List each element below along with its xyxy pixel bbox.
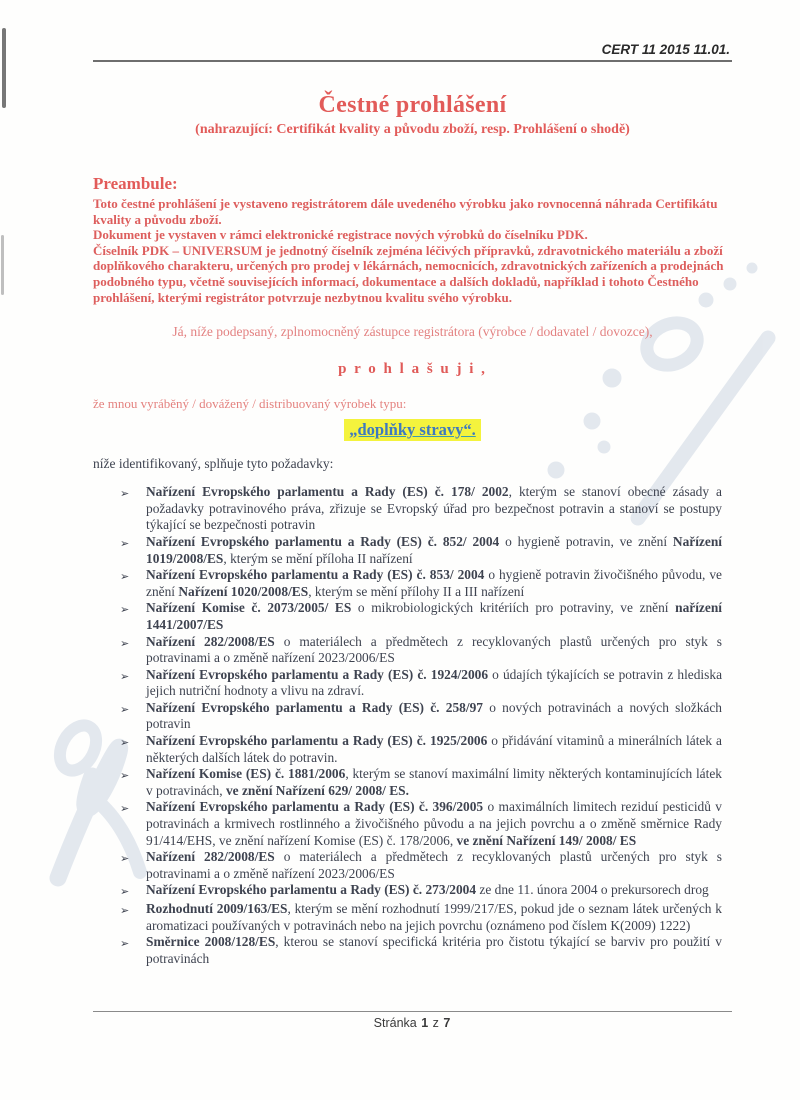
bullet-arrow-icon: ➢ [120, 637, 130, 650]
requirement-item [120, 534, 722, 567]
requirement-text: Nařízení Komise č. 2073/2005/ ES o mikrobiologických kritériích pro potraviny, ve znění nařízení 1441/2007/ES [146, 600, 722, 632]
preamble-heading: Preambule: [93, 174, 178, 193]
footer-divider [93, 1011, 732, 1012]
requirement-text: Nařízení Evropského parlamentu a Rady (ES) č. 258/97 o nových potravinách a nových složkách potravin [146, 699, 722, 732]
product-type-row [93, 420, 732, 440]
page-number-of: z [432, 1016, 439, 1030]
requirement-item [120, 700, 722, 733]
requirement-text: Nařízení 282/2008/ES o materiálech a předmětech z recyklovaných plastů určených pro styk s potravinami a o změně nařízení 2023/2006/ES [146, 633, 722, 666]
bullet-arrow-icon: ➢ [120, 803, 130, 816]
requirement-text: Nařízení Komise (ES) č. 1881/2006, kterým se stanoví maximální limity některých kontaminujících látek v potravinách, ve znění Nařízení 629/ 2008/ ES. [146, 766, 722, 798]
requirement-item [120, 849, 722, 882]
requirement-item [120, 766, 722, 799]
bullet-arrow-icon: ➢ [120, 703, 130, 716]
doc-code: CERT 11 2015 11.01. [601, 42, 730, 57]
requirement-text: Nařízení Evropského parlamentu a Rady (ES) č. 178/ 2002, kterým se stanoví obecné zásady a požadavky potravinového práva, zřizuje se Evropský úřad pro bezpečnost potravin a stanoví se postupy týkající se bezpečnosti potravin [146, 484, 722, 533]
page-footer [93, 1008, 732, 1030]
page-number-current: 1 [421, 1016, 429, 1030]
declaration-closing: níže identifikovaný, splňuje tyto požadavky: [93, 456, 334, 472]
bullet-arrow-icon: ➢ [120, 886, 130, 899]
requirement-item [120, 934, 722, 967]
scan-edge-artifact [2, 28, 6, 108]
requirements-list [93, 484, 732, 967]
requirement-text: Nařízení Evropského parlamentu a Rady (ES) č. 1925/2006 o přidávání vitaminů a minerálních látek a některých dalších látek do potravin. [146, 733, 722, 765]
preamble-paragraph-1: Toto čestné prohlášení je vystaveno registrátorem dále uvedeného výrobku jako rovnocenná náhrada Certifikátu kvality a původu zboží. [93, 196, 718, 227]
page-number [93, 1016, 732, 1030]
bullet-arrow-icon: ➢ [120, 853, 130, 866]
requirement-text: Nařízení Evropského parlamentu a Rady (ES) č. 852/ 2004 o hygieně potravin, ve znění Nařízení 1019/2008/ES, kterým se mění příloha II nařízení [146, 533, 722, 566]
requirement-item [120, 484, 722, 534]
requirement-text: Nařízení Evropského parlamentu a Rady (ES) č. 396/2005 o maximálních limitech reziduí pesticidů v potravinách a krmivech rostlinného a živočišného původu a na jejich povrchu a o změně směrnice Rady 91/414/EHS, ve znění nařízení Komise (ES) č. 178/2006, ve znění Nařízení 149/ 2008/ ES [146, 799, 722, 848]
requirement-text: Směrnice 2008/128/ES, kterou se stanoví specifická kritéria pro čistotu týkající se barviv pro použití v potravinách [146, 934, 722, 966]
document-content [93, 42, 732, 967]
header-divider [93, 60, 732, 62]
preamble-paragraph-2: Dokument je vystaven v rámci elektronické registrace nových výrobků do číselníku PDK. [93, 227, 588, 243]
bullet-arrow-icon: ➢ [120, 905, 130, 917]
requirement-item [120, 600, 722, 633]
preamble-section [93, 174, 732, 305]
requirement-item [120, 733, 722, 766]
requirement-text: Rozhodnutí 2009/163/ES, kterým se mění rozhodnutí 1999/217/ES, pokud jde o seznam látek určených k aromatizaci používaných v potravinách nebo na jejich povrchu (oznámeno pod číslem K(2009) 1222) [146, 901, 722, 933]
page-number-label: Stránka [373, 1016, 417, 1030]
requirement-text: Nařízení 282/2008/ES o materiálech a předmětech z recyklovaných plastů určených pro styk s potravinami a o změně nařízení 2023/2006/ES [146, 849, 722, 881]
requirement-item [120, 901, 722, 934]
requirement-item [120, 567, 722, 600]
bullet-arrow-icon: ➢ [120, 737, 130, 750]
page-subtitle: (nahrazující: Certifikát kvality a původu zboží, resp. Prohlášení o shodě) [195, 122, 630, 137]
product-type-highlight: „doplňky stravy“. [344, 419, 481, 441]
bullet-arrow-icon: ➢ [120, 938, 130, 951]
scan-edge-artifact [1, 235, 4, 295]
requirement-text: Nařízení Evropského parlamentu a Rady (ES) č. 853/ 2004 o hygieně potravin živočišného původu, ve znění Nařízení 1020/2008/ES, kterým se mění přílohy II a III nařízení [146, 567, 722, 599]
page-number-total: 7 [443, 1016, 451, 1030]
page-title: Čestné prohlášení [318, 92, 507, 118]
bullet-arrow-icon: ➢ [120, 571, 130, 584]
product-type-lead: že mnou vyráběný / dovážený / distribuovaný výrobek typu: [93, 396, 407, 412]
declaration-verb: p r o h l a š u j i , [338, 361, 487, 378]
bullet-arrow-icon: ➢ [120, 670, 130, 683]
preamble-paragraph-3: Číselník PDK – UNIVERSUM je jednotný číselník zejména léčivých přípravků, zdravotnického materiálu a zboží doplňkového charakteru, určených pro prodej v lékárnách, nemocnicích, zdravotnických zařízeních a prodejnách podobného typu, včetně souvisejících informací, dokumentace a dalších dokladů, například i tohoto Čestného prohlášení, kterými registrátor potvrzuje nezbytnou kvalitu svého výrobku. [93, 242, 724, 305]
bullet-arrow-icon: ➢ [120, 604, 130, 617]
requirement-item [120, 667, 722, 700]
requirement-text: Nařízení Evropského parlamentu a Rady (ES) č. 1924/2006 o údajích týkajících se potravin z hlediska jejich nutriční hodnoty a vlivu na zdraví. [146, 666, 723, 699]
bullet-arrow-icon: ➢ [120, 537, 130, 550]
declaration-intro: Já, níže podepsaný, zplnomocněný zástupce registrátora (výrobce / dodavatel / dovozce), [172, 324, 653, 340]
requirement-item [120, 882, 722, 901]
bullet-arrow-icon: ➢ [120, 770, 130, 783]
requirement-text: Nařízení Evropského parlamentu a Rady (ES) č. 273/2004 ze dne 11. února 2004 o prekursorech drog [146, 882, 709, 898]
requirement-item [120, 799, 722, 849]
requirement-item [120, 634, 722, 667]
bullet-arrow-icon: ➢ [120, 488, 130, 501]
